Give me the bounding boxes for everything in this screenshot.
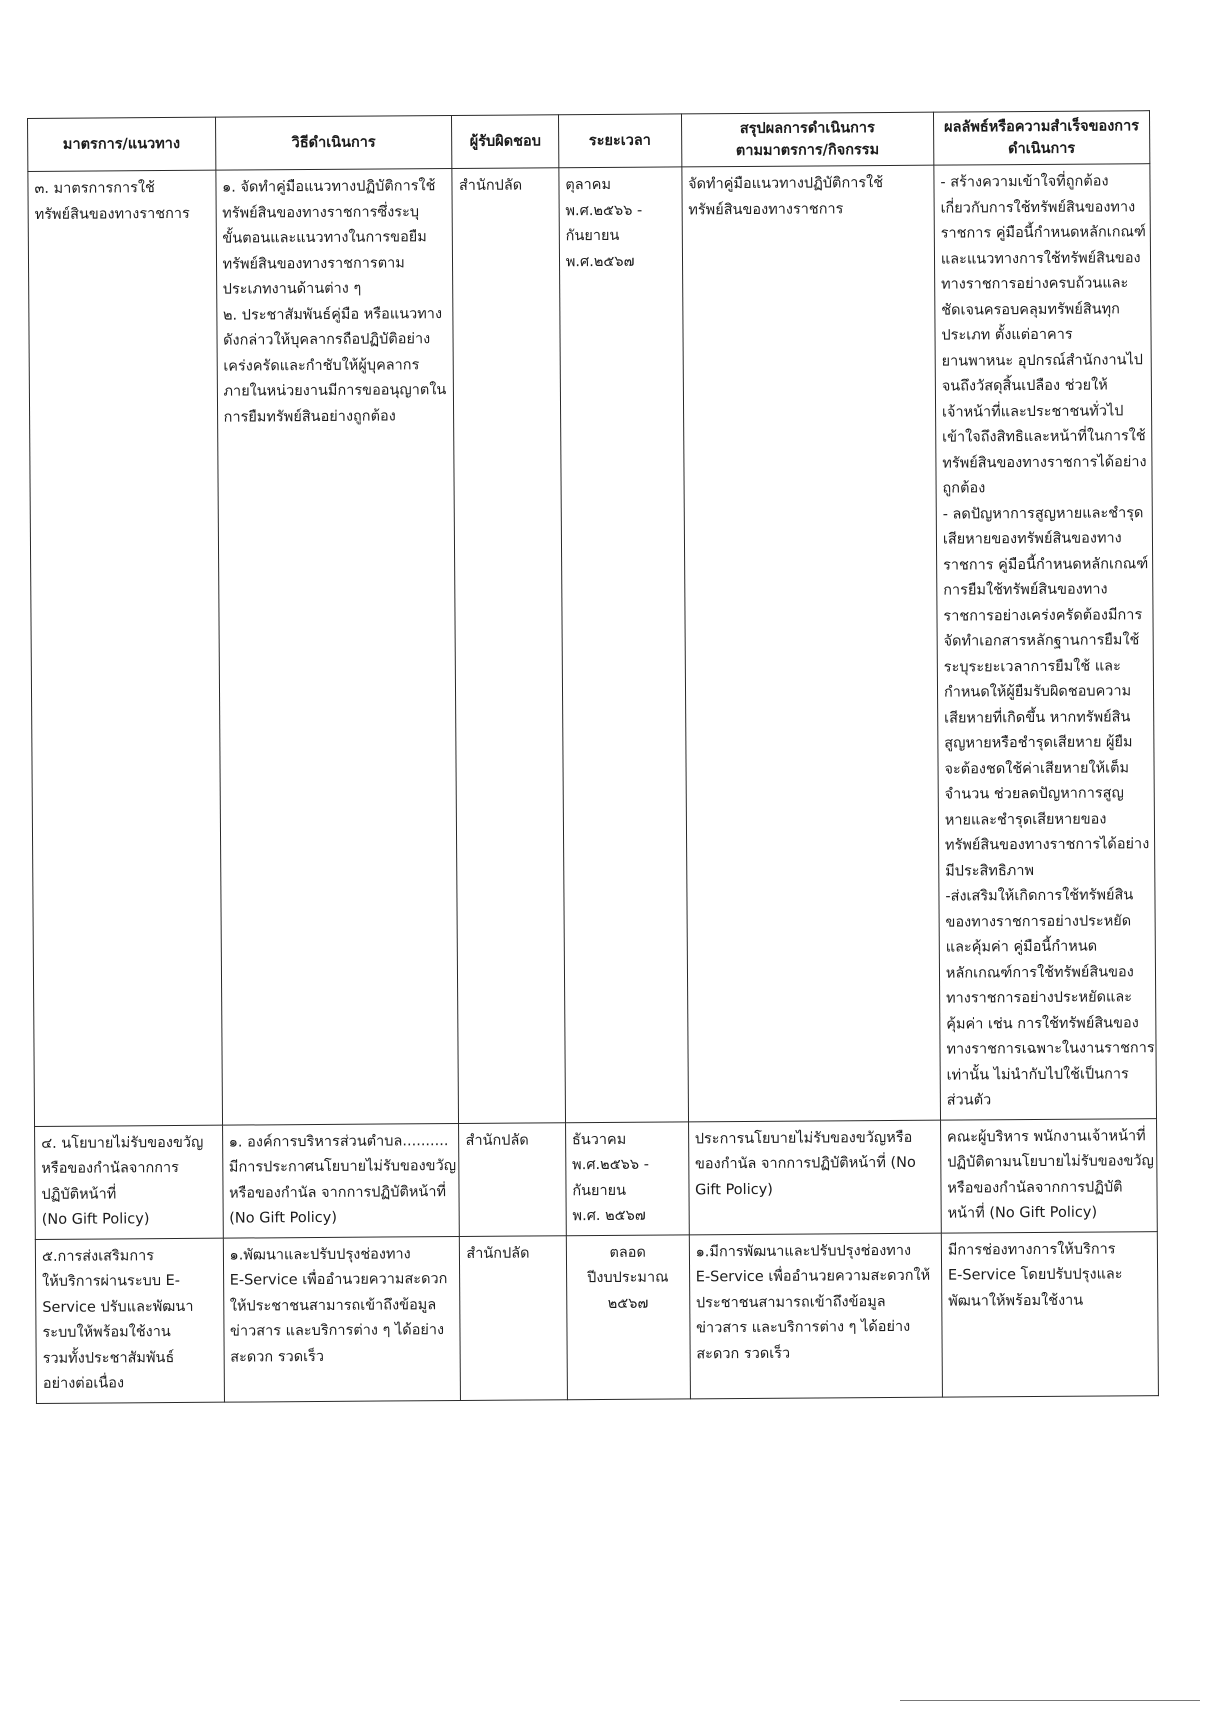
text-line: ประเภทงานด้านต่าง ๆ	[222, 280, 362, 298]
header-responsible	[452, 115, 559, 169]
text-line: จำนวน ช่วยลดปัญหาการสูญ	[944, 785, 1124, 803]
text-line: ทางราชการอย่างประหยัดและ	[946, 989, 1133, 1007]
text-line: และคุ้มค่า คู่มือนี้กำหนด	[945, 938, 1098, 956]
text-line: กันยายน	[572, 1182, 627, 1199]
text-line: ของกำนัล จากการปฏิบัติหน้าที่ (No	[694, 1154, 916, 1173]
text-line: การยืมทรัพย์สินอย่างถูกต้อง	[223, 407, 396, 426]
text-line: ดังกล่าวให้บุคลากรถือปฏิบัติอย่าง	[223, 331, 431, 349]
text-line: สะดวก รวดเร็ว	[696, 1345, 791, 1362]
text-line: ธันวาคม	[571, 1131, 627, 1148]
text-line: มีการประกาศนโยบายไม่รับของขวัญ	[228, 1158, 457, 1176]
cell-result	[941, 1231, 1158, 1397]
cell-result	[940, 1118, 1157, 1233]
text-line: Gift Policy)	[695, 1181, 773, 1198]
text-line: ประเภท ตั้งแต่อาคาร	[941, 326, 1073, 344]
text-line: จัดทำคู่มือแนวทางปฏิบัติการใช้	[688, 175, 884, 193]
text-line: กำหนดให้ผู้ยืมรับผิดชอบความ	[943, 683, 1132, 701]
text-line: คุ้มค่า เช่น การใช้ทรัพย์สินของ	[946, 1014, 1139, 1033]
text-line: ยานพาหนะ อุปกรณ์สำนักงานไป	[941, 351, 1144, 370]
text-line: ส่วนตัว	[946, 1092, 992, 1109]
text-line: ตลอด	[609, 1244, 646, 1261]
text-line: พ.ศ. ๒๕๖๗	[572, 1207, 646, 1225]
text-line: หรือของกำนัลจากการ	[41, 1159, 179, 1177]
text-line: คณะผู้บริหาร พนักงานเจ้าหน้าที่	[946, 1127, 1146, 1146]
text-line: มีการช่องทางการให้บริการ	[947, 1240, 1116, 1259]
text-line: ถูกต้อง	[942, 480, 986, 497]
text-line: ของทางราชการอย่างประหยัด	[945, 912, 1132, 931]
text-line: หรือของกำนัล จากการปฏิบัติหน้าที่	[229, 1183, 447, 1202]
table-row	[28, 164, 1157, 1126]
text-line: สำนักปลัด	[466, 1245, 530, 1262]
header-result	[933, 111, 1149, 166]
text-line: - สร้างความเข้าใจที่ถูกต้อง	[940, 173, 1109, 191]
text-line: ทรัพย์สินของทางราชการซึ่งระบุ	[222, 203, 420, 222]
cell-summary	[681, 165, 940, 1121]
text-line: ราชการ คู่มือนี้กำหนดหลักเกณฑ์	[942, 555, 1149, 574]
cell-period	[566, 1234, 690, 1399]
text-line: มาตรการ/แนวทาง	[62, 135, 181, 153]
cell-period	[565, 1121, 689, 1235]
text-line: ให้บริการผ่านระบบ E-	[42, 1272, 181, 1290]
text-line: สะดวก รวดเร็ว	[230, 1348, 325, 1366]
text-line: ๔. นโยบายไม่รับของขวัญ	[41, 1134, 204, 1152]
text-line: Service ปรับและพัฒนา	[42, 1298, 194, 1316]
text-line: ๑. จัดทำคู่มือแนวทางปฏิบัติการใช้	[221, 178, 436, 196]
text-line: รวมทั้งประชาสัมพันธ์	[42, 1349, 175, 1367]
cell-responsible	[460, 1235, 568, 1400]
text-line: วิธีดำเนินการ	[291, 134, 376, 152]
text-line: - ลดปัญหาการสูญหายและชำรุด	[942, 504, 1144, 523]
text-line: พ.ศ.๒๕๖๗	[565, 253, 635, 270]
text-line: ราชการ คู่มือนี้กำหนดหลักเกณฑ์	[940, 224, 1147, 242]
cell-summary	[688, 1120, 941, 1235]
scan-edge-line	[900, 1700, 1200, 1701]
text-line: ขั้นตอนและแนวทางในการขอยืม	[222, 229, 427, 247]
cell-period	[559, 167, 688, 1122]
text-line: (No Gift Policy)	[41, 1211, 150, 1228]
text-line: ตามมาตรการ/กิจกรรม	[735, 142, 880, 160]
text-line: ทรัพย์สินของทางราชการ	[34, 205, 190, 223]
text-line: ประชาชนสามารถเข้าถึงข้อมูล	[695, 1293, 886, 1311]
header-measure	[28, 117, 216, 171]
text-line: เจ้าหน้าที่และประชาชนทั่วไป	[941, 402, 1124, 421]
text-line: เท่านั้น ไม่นำกับไปใช้เป็นการ	[946, 1065, 1129, 1084]
measures-table	[27, 110, 1159, 1403]
text-line: ทางราชการอย่างครบถ้วนและ	[941, 275, 1129, 293]
text-line: ผู้รับผิดชอบ	[469, 133, 541, 150]
table-row	[35, 1231, 1158, 1403]
text-line: สำนักปลัด	[465, 1132, 529, 1149]
text-line: ทรัพย์สินของทางราชการ	[688, 200, 844, 218]
text-line: ชัดเจนครอบคลุมทรัพย์สินทุก	[941, 300, 1120, 319]
cell-summary	[689, 1233, 942, 1399]
text-line: ระบบให้พร้อมใช้งาน	[42, 1324, 171, 1341]
text-line: ๑. องค์การบริหารส่วนตำบล..........	[228, 1132, 449, 1151]
text-line: เสียหายของทรัพย์สินของทาง	[942, 530, 1122, 548]
text-line: สรุปผลการดำเนินการ	[739, 120, 875, 138]
table-row	[35, 1118, 1158, 1239]
cell-method	[215, 169, 459, 1125]
text-line: จะต้องชดใช้ค่าเสียหายให้เต็ม	[944, 759, 1130, 778]
text-line: (No Gift Policy)	[229, 1209, 338, 1227]
text-line: ราชการอย่างเคร่งครัดต้องมีการ	[943, 606, 1143, 625]
text-line: ข่าวสาร และบริการต่าง ๆ ได้อย่าง	[229, 1322, 445, 1340]
text-line: ๑.พัฒนาและปรับปรุงช่องทาง	[229, 1245, 411, 1264]
header-period	[558, 114, 681, 168]
text-line: ปฏิบัติตามนโยบายไม่รับของขวัญ	[947, 1153, 1154, 1171]
text-line: ทางราชการเฉพาะในงานราชการ	[946, 1040, 1155, 1058]
text-line: E-Service เพื่ออำนวยความสะดวก	[229, 1271, 448, 1289]
text-line: จนถึงวัสดุสิ้นเปลือง ช่วยให้	[941, 377, 1108, 395]
text-line: ๒๕๖๗	[607, 1295, 649, 1312]
text-line: E-Service เพื่ออำนวยความสะดวกให้	[695, 1267, 931, 1286]
text-line: ทรัพย์สินของทางราชการตาม	[222, 254, 405, 273]
cell-measure	[35, 1238, 224, 1403]
text-line: ๕.การส่งเสริมการ	[41, 1247, 155, 1265]
text-line: ดำเนินการ	[1008, 140, 1076, 158]
text-line: ตุลาคม	[565, 176, 612, 194]
text-line: หลักเกณฑ์การใช้ทรัพย์สินของ	[945, 963, 1134, 982]
text-line: ปีงบประมาณ	[587, 1269, 669, 1287]
text-line: เคร่งครัดและกำชับให้ผู้บุคลากร	[223, 356, 420, 375]
text-line: ประการนโยบายไม่รับของขวัญหรือ	[694, 1129, 913, 1147]
header-summary	[681, 112, 934, 167]
cell-method	[223, 1236, 461, 1402]
text-line: พ.ศ.๒๕๖๖ -	[565, 202, 643, 219]
text-line: สำนักปลัด	[458, 177, 523, 194]
text-line: และแนวทางการใช้ทรัพย์สินของ	[940, 249, 1141, 268]
cell-measure	[28, 170, 222, 1126]
text-line: จัดทำเอกสารหลักฐานการยืมใช้	[943, 632, 1140, 650]
text-line: พัฒนาให้พร้อมใช้งาน	[948, 1292, 1084, 1310]
cell-method	[222, 1123, 460, 1238]
text-line: หรือของกำนัลจากการปฏิบัติ	[947, 1178, 1123, 1197]
text-line: ภายในหน่วยงานมีการขออนุญาตใน	[223, 382, 447, 400]
text-line: มีประสิทธิภาพ	[945, 862, 1035, 880]
cell-responsible	[459, 1122, 566, 1236]
text-line: การยืมใช้ทรัพย์สินของทาง	[943, 581, 1108, 599]
text-line: ทรัพย์สินของทางราชการได้อย่าง	[942, 453, 1147, 472]
text-line: ผลลัพธ์หรือความสำเร็จของการ	[944, 118, 1140, 136]
text-line: ๒. ประชาสัมพันธ์คู่มือ หรือแนวทาง	[222, 305, 443, 324]
header-method	[215, 116, 452, 171]
text-line: เกี่ยวกับการใช้ทรัพย์สินของทาง	[940, 198, 1136, 217]
text-line: เข้าใจถึงสิทธิและหน้าที่ในการใช้	[942, 428, 1146, 446]
text-line: ปฏิบัติหน้าที่	[41, 1185, 117, 1203]
text-line: ๓. มาตรการการใช้	[34, 180, 155, 197]
text-line: อย่างต่อเนื่อง	[42, 1375, 125, 1392]
text-line: ทรัพย์สินของทางราชการได้อย่าง	[944, 836, 1150, 854]
text-line: สูญหายหรือชำรุดเสียหาย ผู้ยืม	[944, 734, 1133, 752]
cell-result	[934, 164, 1157, 1120]
text-line: ให้ประชาชนสามารถเข้าถึงข้อมูล	[229, 1296, 437, 1315]
text-line: ระบุระยะเวลาการยืมใช้ และ	[943, 657, 1121, 676]
text-line: -ส่งเสริมให้เกิดการใช้ทรัพย์สิน	[945, 887, 1134, 905]
text-line: หายและชำรุดเสียหายของ	[944, 810, 1107, 829]
table-header-row	[28, 111, 1150, 172]
text-line: E-Service โดยปรับปรุงและ	[947, 1266, 1123, 1284]
text-line: หน้าที่ (No Gift Policy)	[947, 1204, 1098, 1222]
cell-measure	[35, 1125, 223, 1239]
cell-responsible	[452, 168, 565, 1123]
text-line: ข่าวสาร และบริการต่าง ๆ ได้อย่าง	[696, 1318, 911, 1337]
text-line: ๑.มีการพัฒนาและปรับปรุงช่องทาง	[695, 1242, 912, 1260]
text-line: เสียหายที่เกิดขึ้น หากทรัพย์สิน	[944, 708, 1131, 727]
text-line: ระยะเวลา	[588, 132, 651, 150]
text-line: กันยายน	[565, 227, 620, 245]
text-line: พ.ศ.๒๕๖๖ -	[572, 1156, 649, 1174]
